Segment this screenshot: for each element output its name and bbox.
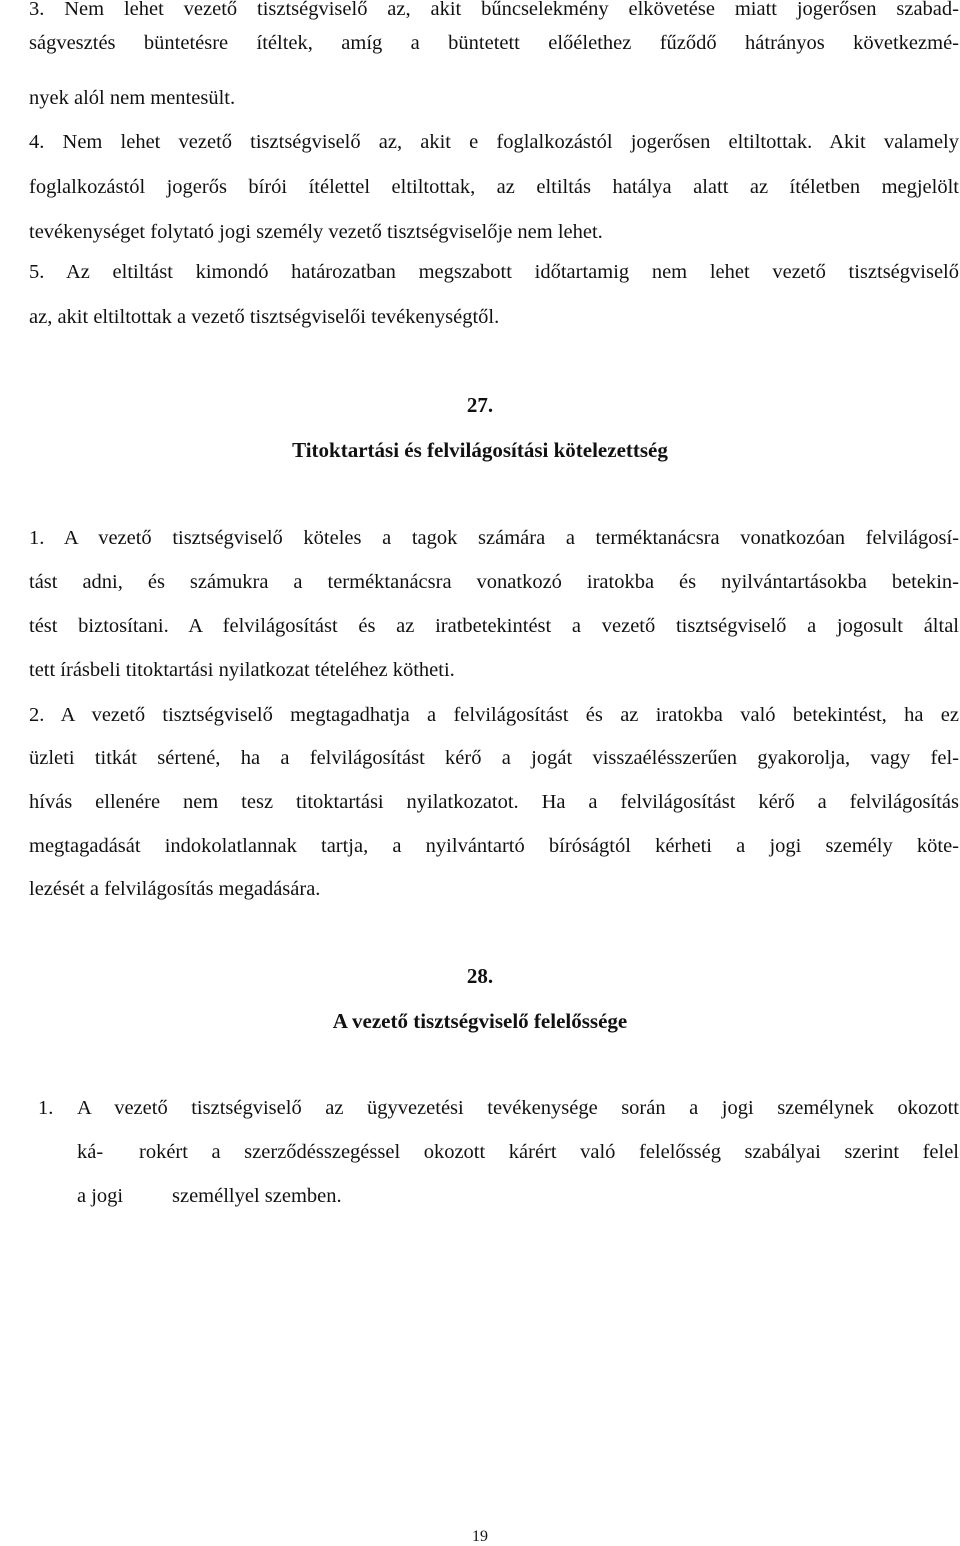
list-marker: 1.: [38, 1097, 54, 1119]
text-line: nyek alól nem mentesült.: [29, 87, 236, 109]
text-line: tást adni, és számukra a terméktanácsra vonatkozó iratokba és nyilvántartásokba betekin-: [29, 571, 959, 593]
text-line: ságvesztés büntetésre ítéltek, amíg a büntetett előélethez fűződő hátrányos következmé-: [29, 32, 959, 54]
text-line: lezését a felvilágosítás megadására.: [29, 878, 321, 900]
section-number-27: 27.: [466, 393, 494, 417]
text-line: az, akit eltiltottak a vezető tisztségviselői tevékenységtől.: [29, 306, 500, 328]
text-line: A vezető tisztségviselő az ügyvezetési tevékenysége során a jogi személynek okozott: [77, 1097, 959, 1119]
text-line: 3. Nem lehet vezető tisztségviselő az, akit bűncselekmény elkövetése miatt jogerősen szabad-: [29, 0, 959, 20]
section-title-28: A vezető tisztségviselő felelőssége: [332, 1009, 628, 1033]
text-fragment: a jogi: [77, 1185, 124, 1207]
text-line: 1. A vezető tisztségviselő köteles a tagok számára a terméktanácsra vonatkozóan felvilágosí-: [29, 527, 959, 549]
text-line: foglalkozástól jogerős bírói ítélettel eltiltottak, az eltiltás hatálya alatt az ítéletben megjelölt: [29, 176, 959, 198]
text-line: üzleti titkát sértené, ha a felvilágosítást kérő a jogát visszaélésszerűen gyakorolja, vagy fel-: [29, 747, 959, 769]
text-line: tett írásbeli titoktartási nyilatkozat tételéhez kötheti.: [29, 659, 455, 681]
text-line: 4. Nem lehet vezető tisztségviselő az, akit e foglalkozástól jogerősen eltiltottak. Akit valamely: [29, 131, 959, 153]
text-line: megtagadását indokolatlannak tartja, a nyilvántartó bíróságtól kérheti a jogi személy köte-: [29, 835, 959, 857]
page-number: 19: [472, 1528, 488, 1545]
text-fragment: ká-: [77, 1141, 104, 1163]
text-line: rokért a szerződésszegéssel okozott kárért való felelősség szabályai szerint felel: [139, 1141, 959, 1163]
section-number-28: 28.: [466, 964, 494, 988]
text-line: hívás ellenére nem tesz titoktartási nyilatkozatot. Ha a felvilágosítást kérő a felvilágosítás: [29, 791, 959, 813]
text-line: tést biztosítani. A felvilágosítást és az iratbetekintést a vezető tisztségviselő a jogosult által: [29, 615, 959, 637]
text-line: 2. A vezető tisztségviselő megtagadhatja a felvilágosítást és az iratokba való betekintést, ha ez: [29, 704, 959, 726]
section-title-27: Titoktartási és felvilágosítási kötelezettség: [292, 438, 668, 462]
text-fragment: személlyel szemben.: [172, 1185, 342, 1207]
text-line: 5. Az eltiltást kimondó határozatban megszabott időtartamig nem lehet vezető tisztségviselő: [29, 261, 959, 283]
text-line: tevékenységet folytató jogi személy vezető tisztségviselője nem lehet.: [29, 221, 603, 243]
